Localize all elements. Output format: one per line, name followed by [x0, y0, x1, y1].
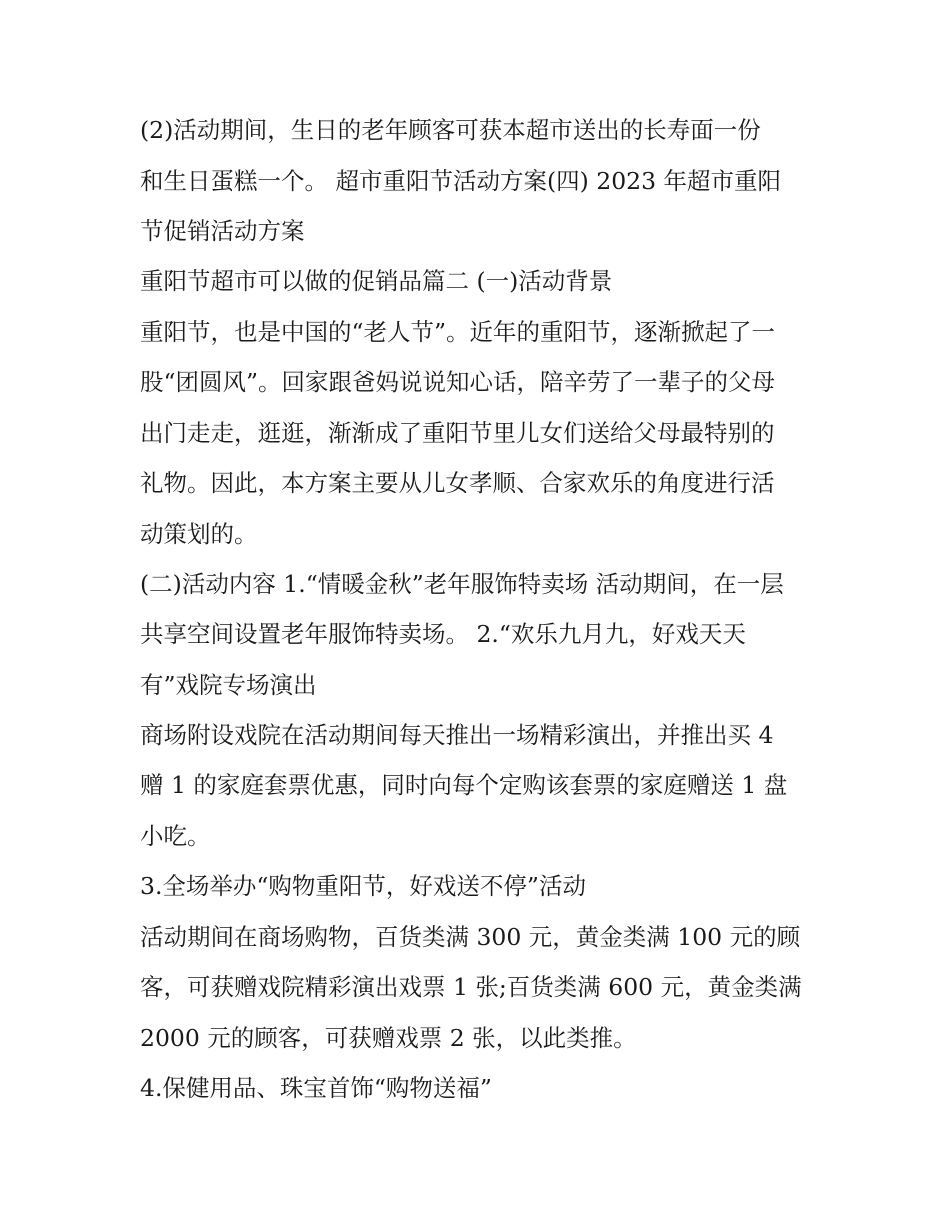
text-line: 重阳节，也是中国的“老人节”。近年的重阳节，逐渐掀起了一	[140, 318, 776, 346]
text-line: (2)活动期间，生日的老年顾客可获本超市送出的长寿面一份	[140, 116, 761, 144]
text-line: 赠 1 的家庭套票优惠，同时向每个定购该套票的家庭赠送 1 盘	[140, 771, 788, 799]
text-line: 礼物。因此，本方案主要从儿女孝顺、合家欢乐的角度进行活	[140, 469, 775, 497]
text-line: 商场附设戏院在活动期间每天推出一场精彩演出，并推出买 4	[140, 721, 774, 749]
text-line: 出门走走，逛逛，渐渐成了重阳节里儿女们送给父母最特别的	[140, 419, 775, 447]
text-line: 节促销活动方案	[140, 217, 305, 245]
text-line: 活动期间在商场购物，百货类满 300 元，黄金类满 100 元的顾	[140, 923, 801, 951]
text-line: 股“团圆风”。回家跟爸妈说说知心话，陪辛劳了一辈子的父母	[140, 368, 776, 396]
text-line: 4.保健用品、珠宝首饰“购物送福”	[140, 1074, 492, 1102]
text-line: 客，可获赠戏院精彩演出戏票 1 张;百货类满 600 元，黄金类满	[140, 973, 802, 1001]
text-line: 有”戏院专场演出	[140, 671, 317, 699]
text-line: 小吃。	[140, 822, 211, 850]
text-line: 2000 元的顾客，可获赠戏票 2 张，以此类推。	[140, 1024, 637, 1052]
text-line: 重阳节超市可以做的促销品篇二 (一)活动背景	[140, 267, 613, 295]
text-line: (二)活动内容 1.“情暖金秋”老年服饰特卖场 活动期间，在一层	[140, 570, 784, 598]
text-line: 共享空间设置老年服饰特卖场。 2.“欢乐九月九，好戏天天	[140, 620, 746, 648]
text-line: 动策划的。	[140, 520, 258, 548]
text-line: 和生日蛋糕一个。 超市重阳节活动方案(四) 2023 年超市重阳	[140, 167, 782, 195]
text-line: 3.全场举办“购物重阳节，好戏送不停”活动	[140, 872, 586, 900]
